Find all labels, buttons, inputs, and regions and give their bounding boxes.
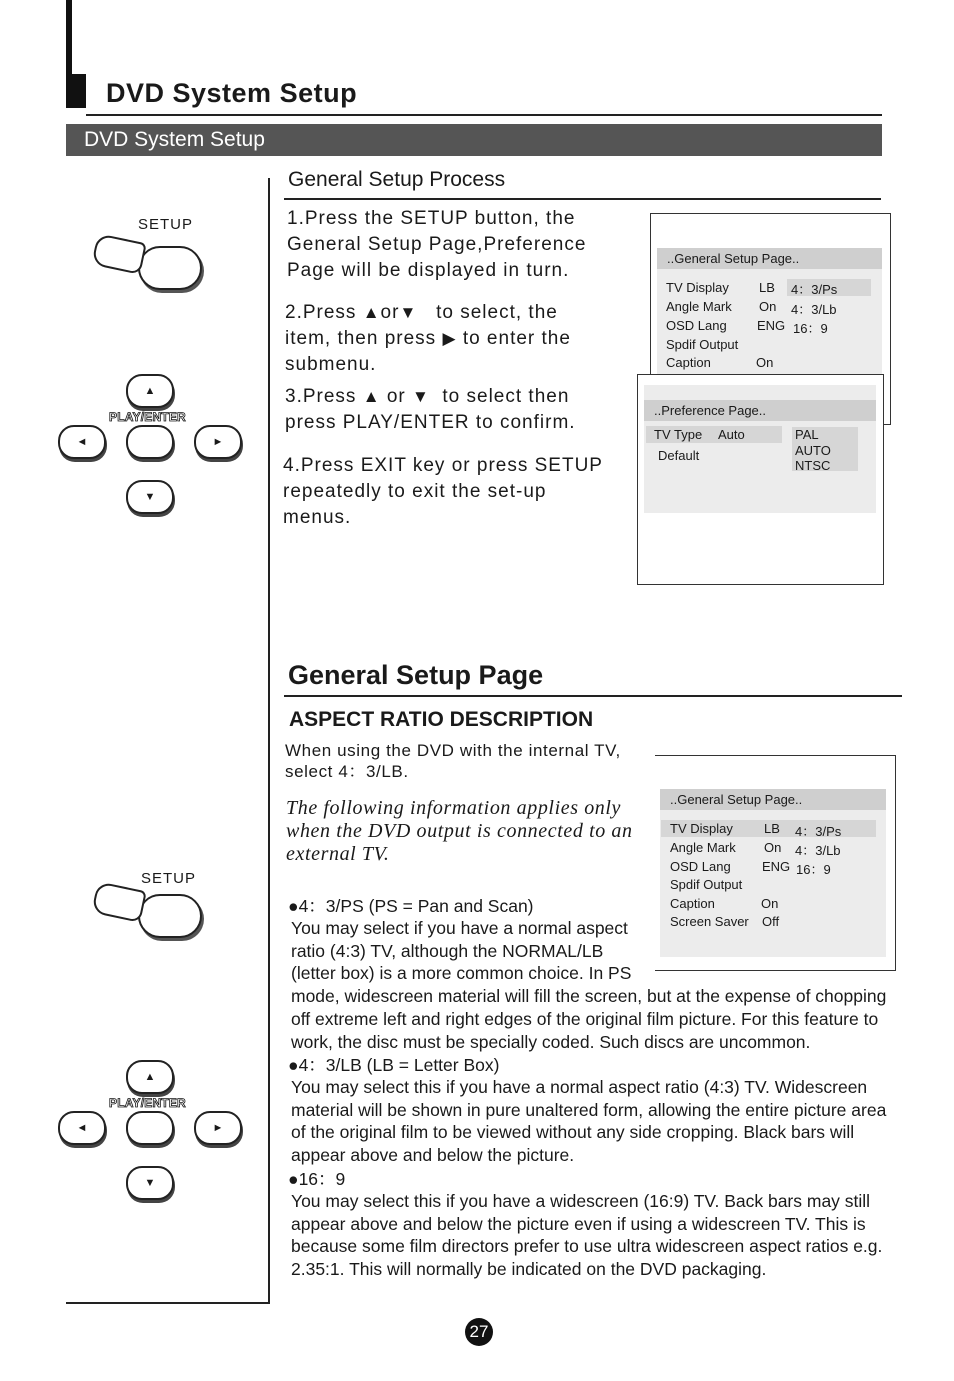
widescreen-description: You may select this if you have a widescreen (16:9) TV. Back bars may still appear above and below the picture even if using a widescreen TV. This is because some film directors prefer to use ultra widescreen aspect ratios e.g. 2.35:1. This will normally be indicated on the DVD packaging. <box>291 1191 883 1280</box>
right-button-2[interactable] <box>194 1111 242 1145</box>
bullet-icon: ● <box>288 1055 299 1075</box>
up-arrow-icon: ▲ <box>144 385 156 397</box>
section-band <box>66 124 882 156</box>
bullet-icon: ● <box>288 896 299 916</box>
widescreen-heading: 16：9 <box>298 1169 346 1189</box>
down-triangle-icon: ▼ <box>399 303 418 322</box>
down-arrow-icon: ▼ <box>144 1177 156 1189</box>
osd-row-value: ENG <box>757 318 786 333</box>
play-enter-label: PLAY/ENTER <box>109 410 186 424</box>
aspect-widescreen-section <box>288 1168 928 1281</box>
osd-title: ..General Setup Page.. <box>660 789 886 810</box>
osd-row-value: On <box>756 355 774 370</box>
up-triangle-icon: ▲ <box>362 303 381 322</box>
down-button-2[interactable] <box>126 1166 174 1200</box>
right-arrow-icon: ► <box>212 436 224 448</box>
osd-row-label: TV Display <box>670 821 733 836</box>
aspect-ps-section <box>288 895 928 1053</box>
hand-icon <box>91 233 147 275</box>
osd-row-option: 4：3/Lb <box>795 843 841 858</box>
osd-row-label: TV Type <box>654 427 703 442</box>
general-setup-rule <box>284 695 902 697</box>
general-setup-heading: General Setup Page <box>288 660 544 690</box>
osd-row-label: Caption <box>670 896 715 911</box>
play-enter-label-2: PLAY/ENTER <box>109 1096 186 1110</box>
aspect-lb-section <box>288 1054 928 1167</box>
osd-row-value: Auto <box>718 427 745 442</box>
osd-row-label: Angle Mark <box>666 299 732 314</box>
osd-row-label: Angle Mark <box>670 840 736 855</box>
down-button[interactable] <box>126 480 174 514</box>
osd-row-label: Default <box>658 448 700 463</box>
play-enter-button[interactable] <box>126 425 174 459</box>
up-button[interactable] <box>126 374 174 408</box>
setup-button[interactable] <box>138 246 202 290</box>
osd-row-value: ENG <box>762 859 791 874</box>
up-triangle-icon: ▲ <box>362 387 381 406</box>
right-triangle-icon: ▶ <box>442 329 457 348</box>
osd-title: ..Preference Page.. <box>644 400 876 421</box>
osd-row-option: 4：3/Ps <box>791 282 838 297</box>
setup-button-2[interactable] <box>138 894 202 938</box>
left-button-2[interactable] <box>58 1111 106 1145</box>
setup-label-2: SETUP <box>141 870 197 887</box>
osd-row-value: LB <box>759 280 775 295</box>
step-3: 3.Press ▲ or ▼ to select then press PLAY/ENTER to confirm. <box>285 386 576 433</box>
step-1: 1.Press the SETUP button, the General Setup Page,Preference Page will be displayed in turn. <box>287 208 587 281</box>
osd-row-label: OSD Lang <box>670 859 731 874</box>
osd-row-option: 4：3/Lb <box>791 302 837 317</box>
down-arrow-icon: ▼ <box>144 491 156 503</box>
column-divider <box>268 178 270 1304</box>
osd-row-label: Caption <box>666 355 711 370</box>
hand-icon <box>91 881 147 923</box>
osd-row-value: LB <box>764 821 780 836</box>
left-button[interactable] <box>58 425 106 459</box>
osd-row-value: On <box>764 840 782 855</box>
osd-row-label: Spdif Output <box>666 337 739 352</box>
page-title: DVD System Setup <box>106 78 358 108</box>
section-band-label: DVD System Setup <box>84 128 265 151</box>
down-triangle-icon: ▼ <box>412 387 430 406</box>
right-button[interactable] <box>194 425 242 459</box>
tv-type-options: PAL AUTO NTSC <box>795 427 831 473</box>
osd-row-label: OSD Lang <box>666 318 727 333</box>
bottom-rule <box>66 1302 270 1304</box>
osd-title: ..General Setup Page.. <box>657 248 882 269</box>
osd-row-value: On <box>759 299 777 314</box>
osd-row-value: Off <box>762 914 780 929</box>
left-arrow-icon: ◄ <box>76 1122 88 1134</box>
step-2: 2.Press ▲or▼ to select, the item, then press ▶ to enter the submenu. <box>285 302 571 375</box>
bullet-icon: ● <box>288 1169 299 1189</box>
osd-row-value: On <box>761 896 779 911</box>
process-heading: General Setup Process <box>288 168 506 191</box>
step-4: 4.Press EXIT key or press SETUP repeatedly to exit the set-up menus. <box>283 455 603 528</box>
osd-row-label: TV Display <box>666 280 729 295</box>
osd-preference-panel <box>637 374 884 585</box>
page-number: 27 <box>465 1318 493 1346</box>
up-arrow-icon: ▲ <box>144 1071 156 1083</box>
setup-label: SETUP <box>138 216 194 233</box>
ps-heading: 4：3/PS (PS = Pan and Scan) <box>298 896 534 916</box>
lb-description: You may select this if you have a normal aspect ratio (4:3) TV. Widescreen material will be shown in pure unaltered form, allowing the entire picture area of the original film to be viewed without any side cropping. Black bars will appear above and below the picture. <box>291 1077 887 1166</box>
osd-row-option: 16：9 <box>796 862 831 877</box>
intro-text: When using the DVD with the internal TV, select 4：3/LB. <box>285 741 621 781</box>
external-tv-note: The following information applies only when the DVD output is connected to an external TV. <box>286 797 633 865</box>
osd-row-label: Screen Saver <box>670 914 749 929</box>
aspect-ratio-heading: ASPECT RATIO DESCRIPTION <box>289 708 594 731</box>
right-arrow-icon: ► <box>212 1122 224 1134</box>
lb-heading: 4：3/LB (LB = Letter Box) <box>298 1055 500 1075</box>
osd-row-label: Spdif Output <box>670 877 743 892</box>
osd-row-option: 16：9 <box>793 321 828 336</box>
osd-row-option: 4：3/Ps <box>795 824 842 839</box>
ps-description: You may select if you have a normal aspect ratio (4:3) TV, although the NORMAL/LB (letter box) is a more common choice. In PS mode, widescreen material will fill the screen, but at the expense of chopping off extreme left and right edges of the original film picture. For this feature to work, the disc must be specially coded. Such discs are uncommon. <box>291 918 887 1052</box>
left-arrow-icon: ◄ <box>76 436 88 448</box>
process-rule <box>284 198 881 200</box>
play-enter-button-2[interactable] <box>126 1111 174 1145</box>
up-button-2[interactable] <box>126 1060 174 1094</box>
title-rule <box>86 114 882 116</box>
header-block <box>66 74 86 108</box>
